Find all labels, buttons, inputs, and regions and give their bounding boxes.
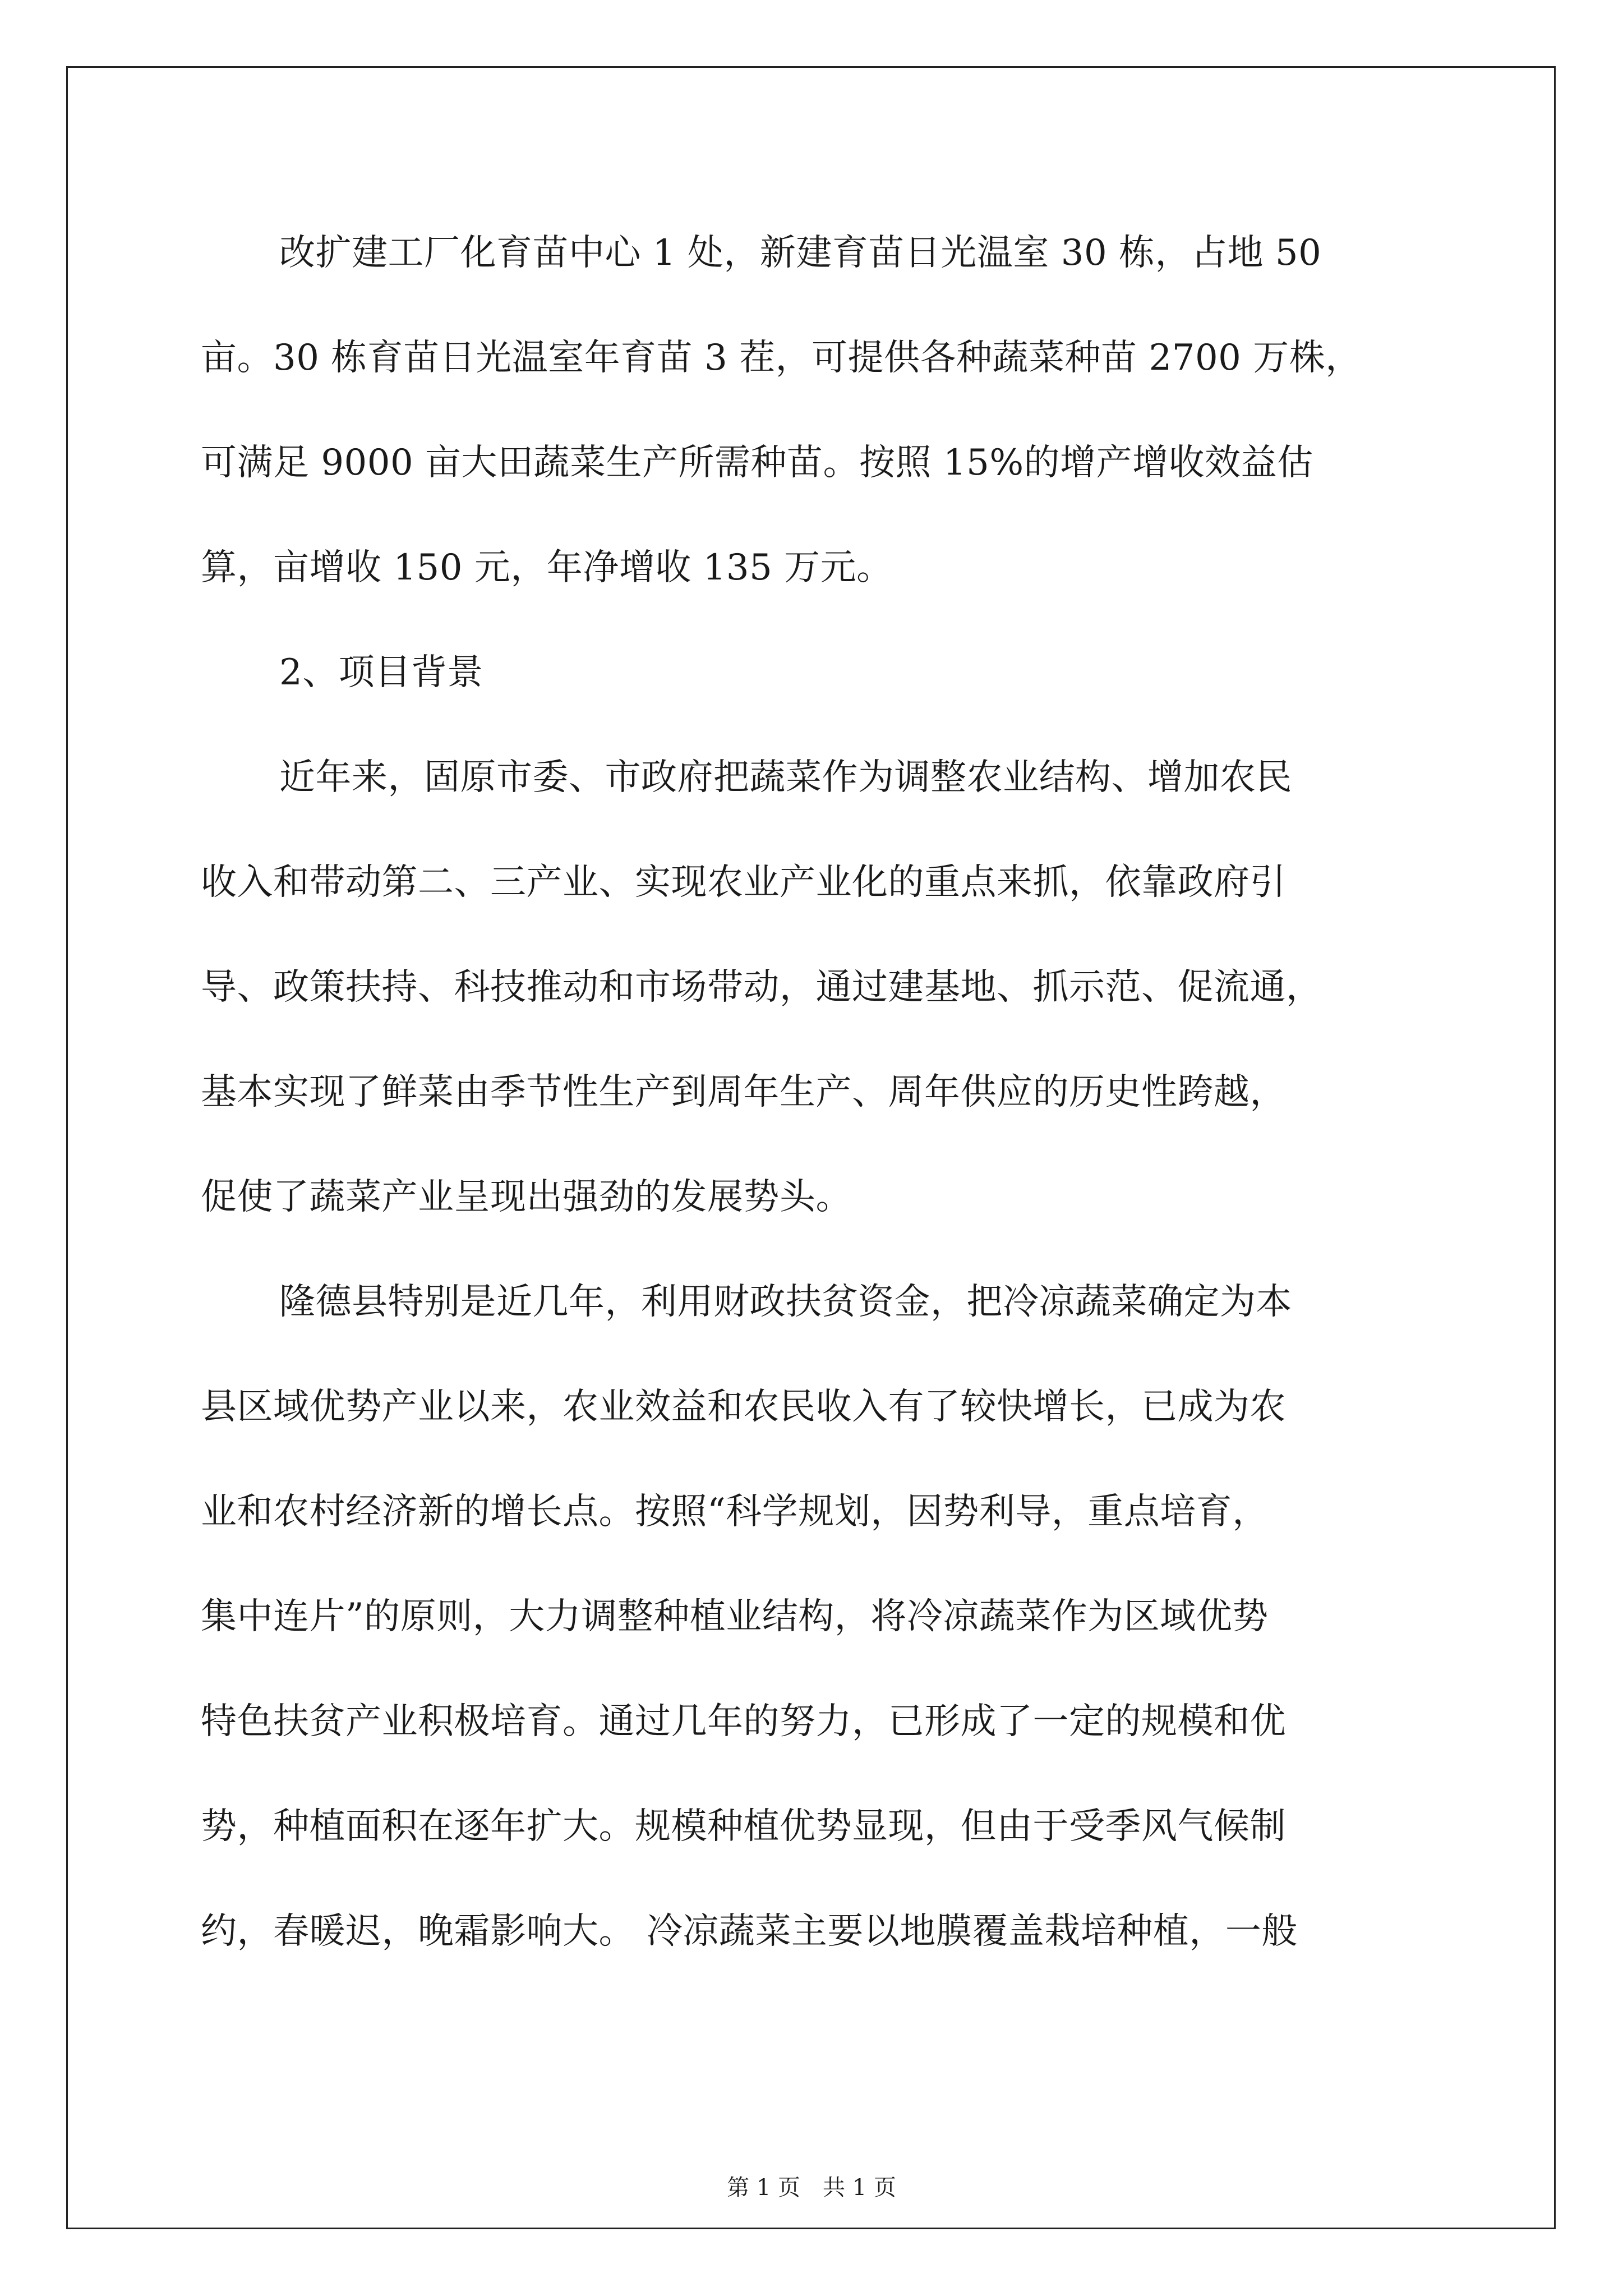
page-number-footer: 第 1 页 共 1 页 [727, 2175, 896, 2201]
paragraph-1-line-2: 亩。30 栋育苗日光温室年育苗 3 茬，可提供各种蔬菜种苗 2700 万株， [201, 337, 1362, 379]
paragraph-2-line-2: 收入和带动第二、三产业、实现农业产业化的重点来抓，依靠政府引 [201, 862, 1286, 903]
paragraph-2-line-1: 近年来，固原市委、市政府把蔬菜作为调整农业结构、增加农民 [279, 757, 1292, 798]
paragraph-3-line-3: 业和农村经济新的增长点。按照“科学规划，因势利导，重点培育， [201, 1491, 1269, 1533]
paragraph-1-line-3: 可满足 9000 亩大田蔬菜生产所需种苗。按照 15%的增产增收效益估 [201, 442, 1313, 484]
document-body [201, 201, 1427, 1984]
paragraph-2-line-5: 促使了蔬菜产业呈现出强劲的发展势头。 [201, 1176, 852, 1218]
paragraph-3-line-7: 约，春暖迟，晚霜影响大。 冷凉蔬菜主要以地膜覆盖栽培种植，一般 [201, 1911, 1298, 1952]
paragraph-3-line-4: 集中连片”的原则，大力调整种植业结构，将冷凉蔬菜作为区域优势 [201, 1596, 1269, 1637]
paragraph-3-line-2: 县区域优势产业以来，农业效益和农民收入有了较快增长，已成为农 [201, 1386, 1286, 1428]
paragraph-3-line-1: 隆德县特别是近几年，利用财政扶贫资金，把冷凉蔬菜确定为本 [279, 1281, 1292, 1323]
paragraph-2-line-3: 导、政策扶持、科技推动和市场带动，通过建基地、抓示范、促流通， [201, 967, 1322, 1008]
paragraph-3-line-5: 特色扶贫产业积极培育。通过几年的努力，已形成了一定的规模和优 [201, 1701, 1286, 1742]
section-heading: 2、项目背景 [279, 652, 483, 693]
paragraph-1-line-4: 算，亩增收 150 元，年净增收 135 万元。 [201, 547, 893, 588]
paragraph-3-line-6: 势，种植面积在逐年扩大。规模种植优势显现，但由于受季风气候制 [201, 1806, 1286, 1847]
paragraph-2-line-4: 基本实现了鲜菜由季节性生产到周年生产、周年供应的历史性跨越， [201, 1071, 1286, 1113]
paragraph-1-line-1: 改扩建工厂化育苗中心 1 处，新建育苗日光温室 30 栋，占地 50 [279, 232, 1322, 274]
